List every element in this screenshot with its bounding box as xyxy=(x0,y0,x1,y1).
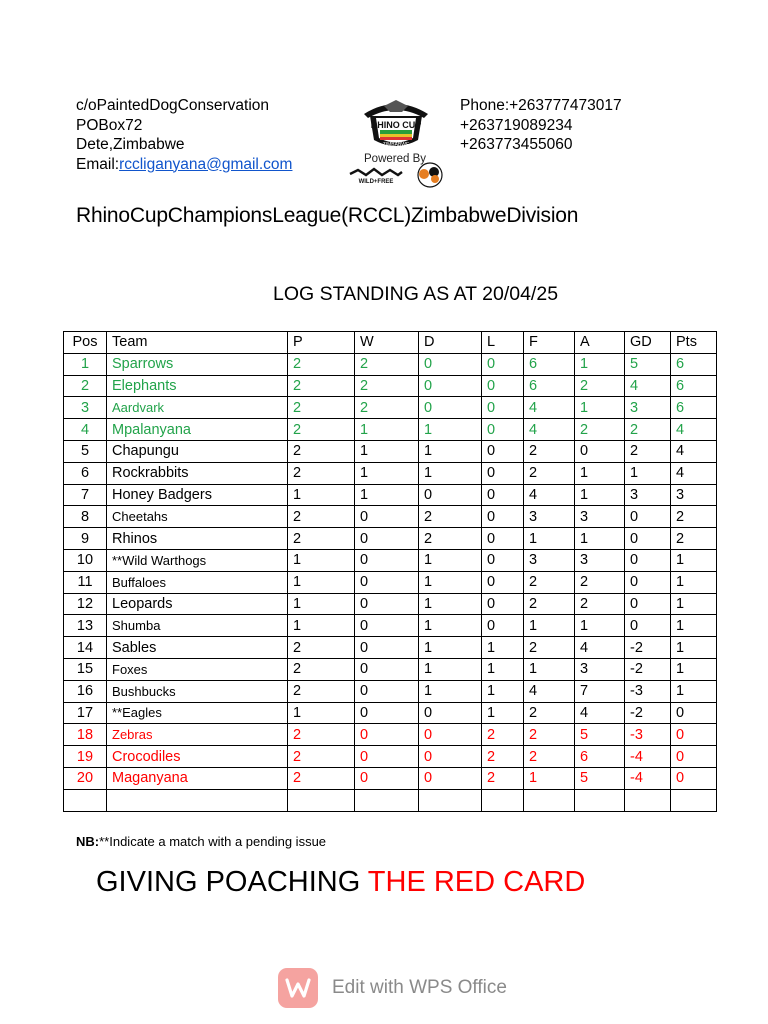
wild-free-logo-icon xyxy=(348,166,404,186)
address-line-3: Dete,Zimbabwe xyxy=(76,136,185,153)
cell-a: 0 xyxy=(575,440,625,462)
cell-l: 0 xyxy=(482,549,524,571)
cell-team: Mpalanyana xyxy=(107,419,288,441)
footnote-prefix: NB: xyxy=(76,834,100,849)
cell-team: Honey Badgers xyxy=(107,484,288,506)
cell-f: 1 xyxy=(524,767,575,789)
header-team: Team xyxy=(107,332,288,354)
cell-gd: -2 xyxy=(625,658,671,680)
cell-d: 1 xyxy=(419,637,482,659)
table-row xyxy=(64,375,717,397)
cell-pos: 5 xyxy=(64,440,107,462)
cell-d: 1 xyxy=(419,571,482,593)
cell-a: 6 xyxy=(575,746,625,768)
cell-pts: 0 xyxy=(671,702,717,724)
cell-a: 1 xyxy=(575,615,625,637)
footnote xyxy=(76,834,326,849)
logo-text-1: RHINO CUP xyxy=(370,120,422,130)
cell-d: 0 xyxy=(419,484,482,506)
cell-a: 1 xyxy=(575,484,625,506)
table-row xyxy=(64,353,717,375)
cell-pos: 14 xyxy=(64,637,107,659)
cell-pts: 1 xyxy=(671,593,717,615)
wps-watermark-text: Edit with WPS Office xyxy=(332,977,507,998)
header-a: A xyxy=(575,332,625,354)
cell-a: 1 xyxy=(575,397,625,419)
cell-d: 1 xyxy=(419,658,482,680)
cell-l: 1 xyxy=(482,680,524,702)
cell-l: 0 xyxy=(482,353,524,375)
cell-l: 2 xyxy=(482,746,524,768)
league-heading: RhinoCupChampionsLeague(RCCL)ZimbabweDivision xyxy=(76,204,579,227)
table-row xyxy=(64,440,717,462)
cell-d: 0 xyxy=(419,375,482,397)
cell-l: 0 xyxy=(482,397,524,419)
table-row xyxy=(64,528,717,550)
cell-p: 2 xyxy=(288,658,355,680)
cell-f: 2 xyxy=(524,593,575,615)
cell-d: 1 xyxy=(419,440,482,462)
cell-pos: 13 xyxy=(64,615,107,637)
cell-a: 2 xyxy=(575,571,625,593)
cell-f: 2 xyxy=(524,462,575,484)
cell-l: 1 xyxy=(482,702,524,724)
cell-w: 0 xyxy=(355,767,419,789)
cell-w: 0 xyxy=(355,528,419,550)
cell-d: 1 xyxy=(419,680,482,702)
cell-w: 0 xyxy=(355,658,419,680)
cell-gd: -4 xyxy=(625,746,671,768)
cell-team: Elephants xyxy=(107,375,288,397)
email-link[interactable]: rccliganyana@gmail.com xyxy=(119,155,293,173)
cell-pts: 6 xyxy=(671,353,717,375)
cell-pts: 1 xyxy=(671,680,717,702)
cell-w: 0 xyxy=(355,702,419,724)
cell-pos: 1 xyxy=(64,353,107,375)
cell-team: Sparrows xyxy=(107,353,288,375)
cell-a: 1 xyxy=(575,353,625,375)
cell-w: 2 xyxy=(355,397,419,419)
table-row xyxy=(64,462,717,484)
cell-a: 7 xyxy=(575,680,625,702)
cell-p: 2 xyxy=(288,353,355,375)
cell-f: 1 xyxy=(524,528,575,550)
cell-a: 2 xyxy=(575,419,625,441)
cell-w: 1 xyxy=(355,440,419,462)
cell-pos: 7 xyxy=(64,484,107,506)
table-row xyxy=(64,571,717,593)
cell-w: 2 xyxy=(355,375,419,397)
cell-gd: 2 xyxy=(625,440,671,462)
cell-w: 0 xyxy=(355,571,419,593)
table-row xyxy=(64,593,717,615)
cell-pos: 16 xyxy=(64,680,107,702)
cell-a: 2 xyxy=(575,593,625,615)
cell-pos: 8 xyxy=(64,506,107,528)
cell-f: 2 xyxy=(524,440,575,462)
cell-pos: 19 xyxy=(64,746,107,768)
cell-p: 2 xyxy=(288,419,355,441)
header-p: P xyxy=(288,332,355,354)
cell-d: 2 xyxy=(419,506,482,528)
rhino-cup-logo-icon xyxy=(356,96,436,152)
cell-l: 0 xyxy=(482,593,524,615)
empty-cell xyxy=(524,789,575,811)
cell-pts: 2 xyxy=(671,506,717,528)
empty-cell xyxy=(575,789,625,811)
cell-pts: 1 xyxy=(671,637,717,659)
cell-gd: 0 xyxy=(625,549,671,571)
cell-gd: -2 xyxy=(625,637,671,659)
header-l: L xyxy=(482,332,524,354)
empty-cell xyxy=(64,789,107,811)
cell-l: 0 xyxy=(482,506,524,528)
cell-l: 0 xyxy=(482,419,524,441)
cell-d: 0 xyxy=(419,724,482,746)
table-row xyxy=(64,702,717,724)
cell-pos: 3 xyxy=(64,397,107,419)
cell-pos: 18 xyxy=(64,724,107,746)
table-row xyxy=(64,637,717,659)
cell-team: Foxes xyxy=(107,658,288,680)
cell-f: 4 xyxy=(524,680,575,702)
cell-w: 0 xyxy=(355,549,419,571)
cell-f: 6 xyxy=(524,353,575,375)
header-pos: Pos xyxy=(64,332,107,354)
cell-p: 2 xyxy=(288,637,355,659)
table-row xyxy=(64,746,717,768)
empty-cell xyxy=(355,789,419,811)
cell-d: 0 xyxy=(419,397,482,419)
phone-line-2: +263719089234 xyxy=(460,116,573,134)
cell-team: Bushbucks xyxy=(107,680,288,702)
cell-f: 1 xyxy=(524,615,575,637)
cell-pos: 17 xyxy=(64,702,107,724)
wps-watermark[interactable] xyxy=(278,968,507,1008)
cell-pts: 6 xyxy=(671,375,717,397)
cell-f: 2 xyxy=(524,637,575,659)
empty-cell xyxy=(625,789,671,811)
cell-gd: 4 xyxy=(625,375,671,397)
header-f: F xyxy=(524,332,575,354)
cell-team: Maganyana xyxy=(107,767,288,789)
cell-f: 3 xyxy=(524,506,575,528)
cell-d: 1 xyxy=(419,549,482,571)
cell-p: 1 xyxy=(288,571,355,593)
cell-team: Leopards xyxy=(107,593,288,615)
standings-body xyxy=(64,353,717,811)
cell-w: 0 xyxy=(355,615,419,637)
cell-pos: 10 xyxy=(64,549,107,571)
cell-pts: 0 xyxy=(671,767,717,789)
cell-gd: 3 xyxy=(625,397,671,419)
empty-cell xyxy=(482,789,524,811)
header-gd: GD xyxy=(625,332,671,354)
cell-pts: 0 xyxy=(671,724,717,746)
cell-pts: 4 xyxy=(671,419,717,441)
table-row xyxy=(64,549,717,571)
cell-gd: -2 xyxy=(625,702,671,724)
table-header-row xyxy=(64,332,717,354)
cell-gd: 0 xyxy=(625,615,671,637)
cell-l: 0 xyxy=(482,615,524,637)
cell-l: 2 xyxy=(482,767,524,789)
slogan-part-1: GIVING POACHING xyxy=(96,866,368,898)
cell-pts: 6 xyxy=(671,397,717,419)
cell-d: 0 xyxy=(419,746,482,768)
cell-team: **Wild Warthogs xyxy=(107,549,288,571)
cell-f: 4 xyxy=(524,419,575,441)
cell-pos: 2 xyxy=(64,375,107,397)
cell-pos: 12 xyxy=(64,593,107,615)
cell-p: 2 xyxy=(288,397,355,419)
cell-a: 1 xyxy=(575,528,625,550)
slogan-part-2: THE RED CARD xyxy=(367,866,586,898)
cell-d: 0 xyxy=(419,767,482,789)
cell-p: 2 xyxy=(288,462,355,484)
table-row xyxy=(64,397,717,419)
cell-gd: 2 xyxy=(625,419,671,441)
cell-pts: 1 xyxy=(671,571,717,593)
cell-d: 0 xyxy=(419,702,482,724)
cell-p: 2 xyxy=(288,746,355,768)
cell-l: 1 xyxy=(482,637,524,659)
cell-a: 4 xyxy=(575,702,625,724)
powered-by-label: Powered By xyxy=(364,153,427,165)
phone-line-1: Phone:+263777473017 xyxy=(460,97,622,114)
cell-gd: -3 xyxy=(625,724,671,746)
cell-pos: 11 xyxy=(64,571,107,593)
cell-f: 2 xyxy=(524,702,575,724)
cell-p: 2 xyxy=(288,724,355,746)
cell-a: 5 xyxy=(575,724,625,746)
cell-w: 0 xyxy=(355,724,419,746)
footnote-text: **Indicate a match with a pending issue xyxy=(99,834,327,849)
cell-pos: 4 xyxy=(64,419,107,441)
cell-gd: 0 xyxy=(625,506,671,528)
table-row xyxy=(64,658,717,680)
header-w: W xyxy=(355,332,419,354)
empty-cell xyxy=(671,789,717,811)
cell-pts: 2 xyxy=(671,528,717,550)
table-row xyxy=(64,484,717,506)
cell-team: **Eagles xyxy=(107,702,288,724)
cell-team: Chapungu xyxy=(107,440,288,462)
cell-d: 1 xyxy=(419,419,482,441)
empty-cell xyxy=(107,789,288,811)
cell-l: 0 xyxy=(482,440,524,462)
cell-team: Buffaloes xyxy=(107,571,288,593)
cell-l: 0 xyxy=(482,375,524,397)
cell-pts: 1 xyxy=(671,549,717,571)
cell-a: 5 xyxy=(575,767,625,789)
cell-gd: 0 xyxy=(625,528,671,550)
cell-d: 2 xyxy=(419,528,482,550)
email-label: Email: xyxy=(76,155,120,173)
painted-dog-logo-icon xyxy=(410,162,450,188)
cell-w: 2 xyxy=(355,353,419,375)
cell-f: 4 xyxy=(524,484,575,506)
cell-l: 1 xyxy=(482,658,524,680)
phone-block xyxy=(460,96,622,155)
cell-pts: 1 xyxy=(671,615,717,637)
cell-w: 0 xyxy=(355,593,419,615)
cell-w: 0 xyxy=(355,506,419,528)
cell-f: 2 xyxy=(524,571,575,593)
cell-gd: 5 xyxy=(625,353,671,375)
cell-w: 1 xyxy=(355,484,419,506)
cell-pts: 1 xyxy=(671,658,717,680)
cell-w: 1 xyxy=(355,419,419,441)
cell-p: 2 xyxy=(288,440,355,462)
address-line-1: c/oPaintedDogConservation xyxy=(76,97,270,114)
cell-pts: 4 xyxy=(671,440,717,462)
logo-text-2: ZIMBABWE xyxy=(382,142,410,148)
cell-pts: 3 xyxy=(671,484,717,506)
cell-a: 3 xyxy=(575,658,625,680)
cell-p: 2 xyxy=(288,375,355,397)
cell-a: 1 xyxy=(575,462,625,484)
address-line-2: POBox72 xyxy=(76,116,143,134)
cell-pos: 20 xyxy=(64,767,107,789)
cell-p: 2 xyxy=(288,767,355,789)
cell-gd: -4 xyxy=(625,767,671,789)
cell-a: 3 xyxy=(575,506,625,528)
table-row xyxy=(64,724,717,746)
email-line xyxy=(76,155,292,175)
table-row xyxy=(64,615,717,637)
cell-pos: 15 xyxy=(64,658,107,680)
header-pts: Pts xyxy=(671,332,717,354)
cell-d: 0 xyxy=(419,353,482,375)
cell-f: 3 xyxy=(524,549,575,571)
cell-l: 0 xyxy=(482,528,524,550)
cell-f: 4 xyxy=(524,397,575,419)
table-row xyxy=(64,680,717,702)
cell-l: 0 xyxy=(482,462,524,484)
cell-p: 2 xyxy=(288,506,355,528)
cell-d: 1 xyxy=(419,593,482,615)
cell-team: Aardvark xyxy=(107,397,288,419)
cell-f: 2 xyxy=(524,724,575,746)
cell-w: 0 xyxy=(355,637,419,659)
cell-f: 2 xyxy=(524,746,575,768)
cell-p: 2 xyxy=(288,528,355,550)
cell-team: Crocodiles xyxy=(107,746,288,768)
cell-w: 1 xyxy=(355,462,419,484)
cell-gd: 0 xyxy=(625,593,671,615)
cell-gd: 1 xyxy=(625,462,671,484)
phone-line-3: +263773455060 xyxy=(460,136,573,153)
cell-team: Zebras xyxy=(107,724,288,746)
sponsor-text: WILD+FREE xyxy=(358,179,394,185)
table-row xyxy=(64,506,717,528)
table-row xyxy=(64,767,717,789)
cell-pos: 6 xyxy=(64,462,107,484)
cell-f: 6 xyxy=(524,375,575,397)
empty-cell xyxy=(419,789,482,811)
cell-l: 0 xyxy=(482,571,524,593)
cell-l: 0 xyxy=(482,484,524,506)
cell-pts: 0 xyxy=(671,746,717,768)
cell-team: Rockrabbits xyxy=(107,462,288,484)
cell-team: Rhinos xyxy=(107,528,288,550)
header-d: D xyxy=(419,332,482,354)
cell-w: 0 xyxy=(355,746,419,768)
wps-logo-icon xyxy=(278,968,318,1008)
cell-a: 3 xyxy=(575,549,625,571)
empty-cell xyxy=(288,789,355,811)
address-block xyxy=(76,96,292,174)
cell-p: 1 xyxy=(288,549,355,571)
cell-p: 1 xyxy=(288,484,355,506)
slogan xyxy=(96,866,585,899)
log-standing-title: LOG STANDING AS AT 20/04/25 xyxy=(273,283,559,305)
cell-team: Cheetahs xyxy=(107,506,288,528)
cell-gd: 3 xyxy=(625,484,671,506)
cell-f: 1 xyxy=(524,658,575,680)
cell-team: Shumba xyxy=(107,615,288,637)
empty-row xyxy=(64,789,717,811)
cell-p: 1 xyxy=(288,615,355,637)
cell-d: 1 xyxy=(419,615,482,637)
cell-a: 2 xyxy=(575,375,625,397)
cell-pos: 9 xyxy=(64,528,107,550)
cell-a: 4 xyxy=(575,637,625,659)
cell-l: 2 xyxy=(482,724,524,746)
cell-p: 1 xyxy=(288,702,355,724)
cell-p: 2 xyxy=(288,680,355,702)
standings-table xyxy=(63,331,717,812)
cell-pts: 4 xyxy=(671,462,717,484)
table-row xyxy=(64,419,717,441)
cell-p: 1 xyxy=(288,593,355,615)
cell-team: Sables xyxy=(107,637,288,659)
cell-gd: 0 xyxy=(625,571,671,593)
cell-w: 0 xyxy=(355,680,419,702)
cell-gd: -3 xyxy=(625,680,671,702)
cell-d: 1 xyxy=(419,462,482,484)
